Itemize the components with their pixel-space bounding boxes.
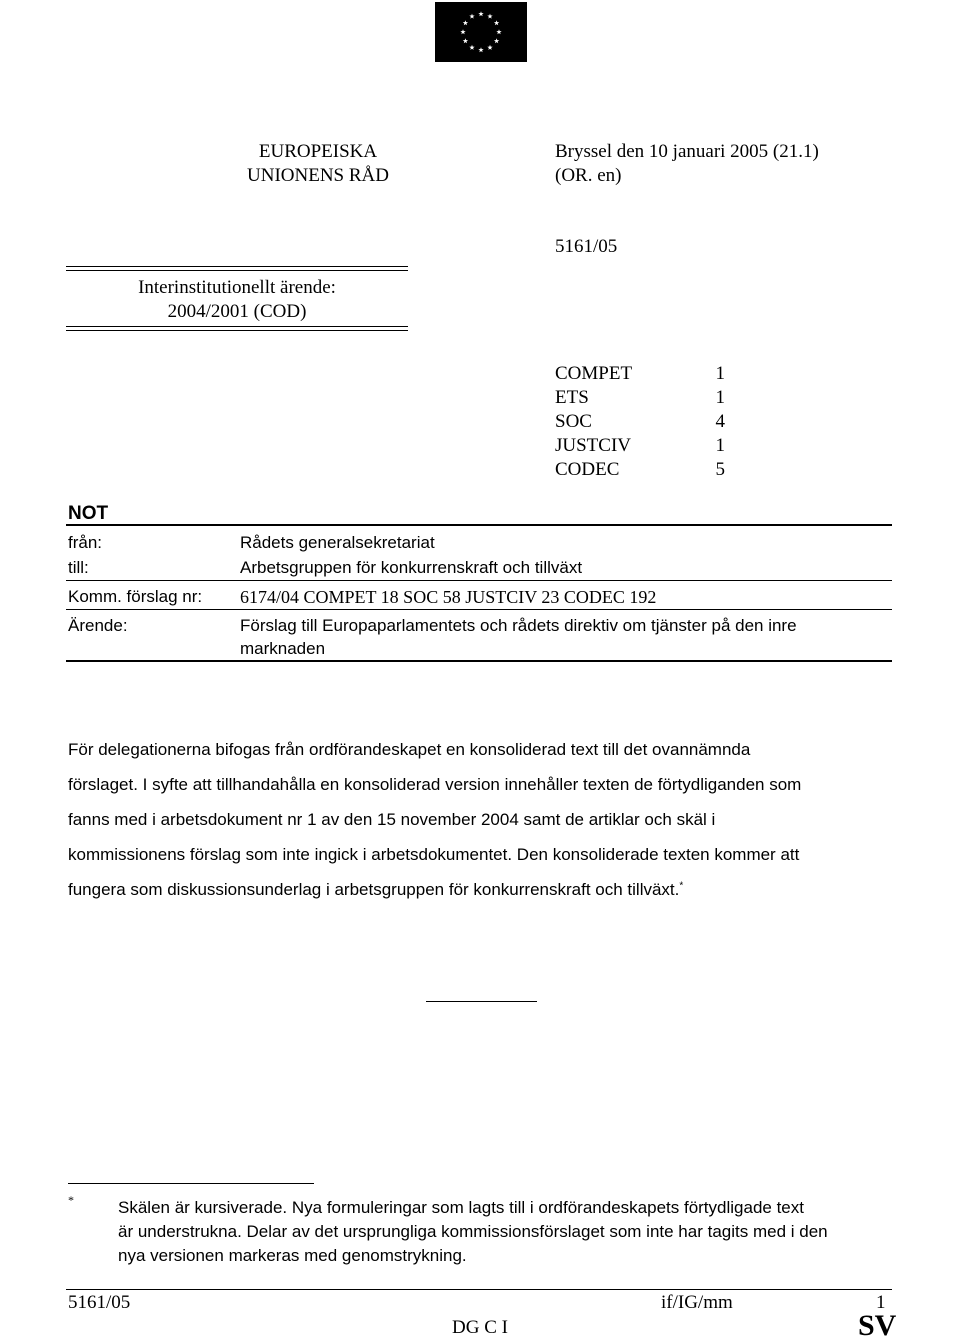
code-row bbox=[555, 410, 725, 434]
code-name: SOC bbox=[555, 411, 592, 432]
flag-star-icon bbox=[487, 45, 492, 50]
flag-star-icon bbox=[469, 14, 474, 19]
footnote-reference[interactable]: * bbox=[679, 880, 684, 892]
footer-rule bbox=[66, 1289, 892, 1290]
from-label: från: bbox=[68, 533, 103, 552]
flag-star-icon bbox=[487, 14, 492, 19]
body-line: förslaget. I syfte att tillhandahålla en konsoliderad version innehåller texten de förtydliganden som bbox=[68, 775, 802, 794]
double-rule-top bbox=[66, 266, 408, 267]
note-rule-top bbox=[66, 524, 892, 526]
separator-rule bbox=[426, 1001, 537, 1002]
code-count: 1 bbox=[715, 435, 725, 456]
date-line1: Bryssel den 10 januari 2005 (21.1) bbox=[555, 141, 819, 162]
footnote-line: är understrukna. Delar av det ursprungliga kommissionsförslaget som inte har tagits med i den bbox=[118, 1222, 828, 1241]
eu-flag-logo bbox=[435, 2, 527, 62]
body-line: För delegationerna bifogas från ordförandeskapet en konsoliderad text till det ovannämnda bbox=[68, 740, 751, 759]
flag-star-icon bbox=[469, 45, 474, 50]
subject-line1: Förslag till Europaparlamentets och rådets direktiv om tjänster på den inre bbox=[240, 616, 797, 635]
body-line: kommissionens förslag som inte ingick i arbetsdokumentet. Den konsoliderade texten kommer att bbox=[68, 845, 800, 864]
distribution-codes bbox=[555, 362, 725, 482]
subject-line2: marknaden bbox=[240, 639, 326, 658]
document-number: 5161/05 bbox=[555, 236, 618, 257]
code-row bbox=[555, 434, 725, 458]
code-row bbox=[555, 386, 725, 410]
code-name: COMPET bbox=[555, 363, 633, 384]
code-count: 5 bbox=[715, 459, 725, 480]
footnote-text bbox=[118, 1196, 908, 1268]
flag-star-icon bbox=[494, 38, 499, 43]
note-rule-proposal bbox=[66, 609, 892, 610]
footer-initials: if/IG/mm bbox=[661, 1292, 733, 1313]
flag-star-icon bbox=[478, 11, 483, 16]
flag-star-icon bbox=[494, 20, 499, 25]
code-row bbox=[555, 362, 725, 386]
flag-star-icon bbox=[460, 29, 465, 34]
flag-star-icon bbox=[463, 38, 468, 43]
footnote-rule bbox=[68, 1183, 314, 1184]
footer-page-number: 1 bbox=[876, 1292, 886, 1313]
interinstitutional-label: Interinstitutionellt ärende: bbox=[138, 277, 336, 298]
note-rule-middle bbox=[66, 580, 892, 581]
council-name-line2: UNIONENS RÅD bbox=[247, 165, 389, 186]
to-value: Arbetsgruppen för konkurrenskraft och tillväxt bbox=[240, 558, 583, 577]
interinstitutional-block bbox=[66, 276, 408, 324]
eu-stars-icon bbox=[435, 2, 527, 62]
proposal-label: Komm. förslag nr: bbox=[68, 587, 203, 606]
flag-star-icon bbox=[478, 47, 483, 52]
code-name: JUSTCIV bbox=[555, 435, 632, 456]
body-line: fanns med i arbetsdokument nr 1 av den 15 november 2004 samt de artiklar och skäl i bbox=[68, 810, 716, 829]
footer-language: SV bbox=[858, 1309, 897, 1342]
code-count: 4 bbox=[715, 411, 725, 432]
note-title: NOT bbox=[68, 503, 109, 524]
dateline bbox=[555, 140, 819, 188]
flag-star-icon bbox=[496, 29, 501, 34]
footnote-line: nya versionen markeras med genomstrykning. bbox=[118, 1246, 467, 1265]
body-line-last bbox=[68, 872, 898, 907]
council-name bbox=[230, 140, 406, 188]
subject-label: Ärende: bbox=[68, 616, 128, 635]
footer-doc-number: 5161/05 bbox=[68, 1292, 131, 1313]
code-count: 1 bbox=[715, 363, 725, 384]
to-label: till: bbox=[68, 558, 89, 577]
body-line: fungera som diskussionsunderlag i arbetsgruppen för konkurrenskraft och tillväxt. bbox=[68, 880, 680, 899]
code-name: ETS bbox=[555, 387, 589, 408]
footnote-mark: * bbox=[68, 1193, 74, 1207]
proposal-value: 6174/04 COMPET 18 SOC 58 JUSTCIV 23 CODEC 192 bbox=[240, 587, 657, 607]
interinstitutional-value: 2004/2001 (COD) bbox=[167, 301, 307, 322]
double-rule-bottom bbox=[66, 326, 408, 327]
from-value: Rådets generalsekretariat bbox=[240, 533, 435, 552]
footnote-line: Skälen är kursiverade. Nya formuleringar som lagts till i ordförandeskapets förtydligade text bbox=[118, 1198, 804, 1217]
note-rule-bottom bbox=[66, 660, 892, 662]
date-line2: (OR. en) bbox=[555, 165, 622, 186]
footer-directorate: DG C I bbox=[452, 1317, 508, 1338]
body-paragraph bbox=[68, 732, 898, 907]
council-name-line1: EUROPEISKA bbox=[258, 141, 378, 162]
code-row bbox=[555, 458, 725, 482]
code-name: CODEC bbox=[555, 459, 620, 480]
flag-star-icon bbox=[463, 20, 468, 25]
code-count: 1 bbox=[715, 387, 725, 408]
